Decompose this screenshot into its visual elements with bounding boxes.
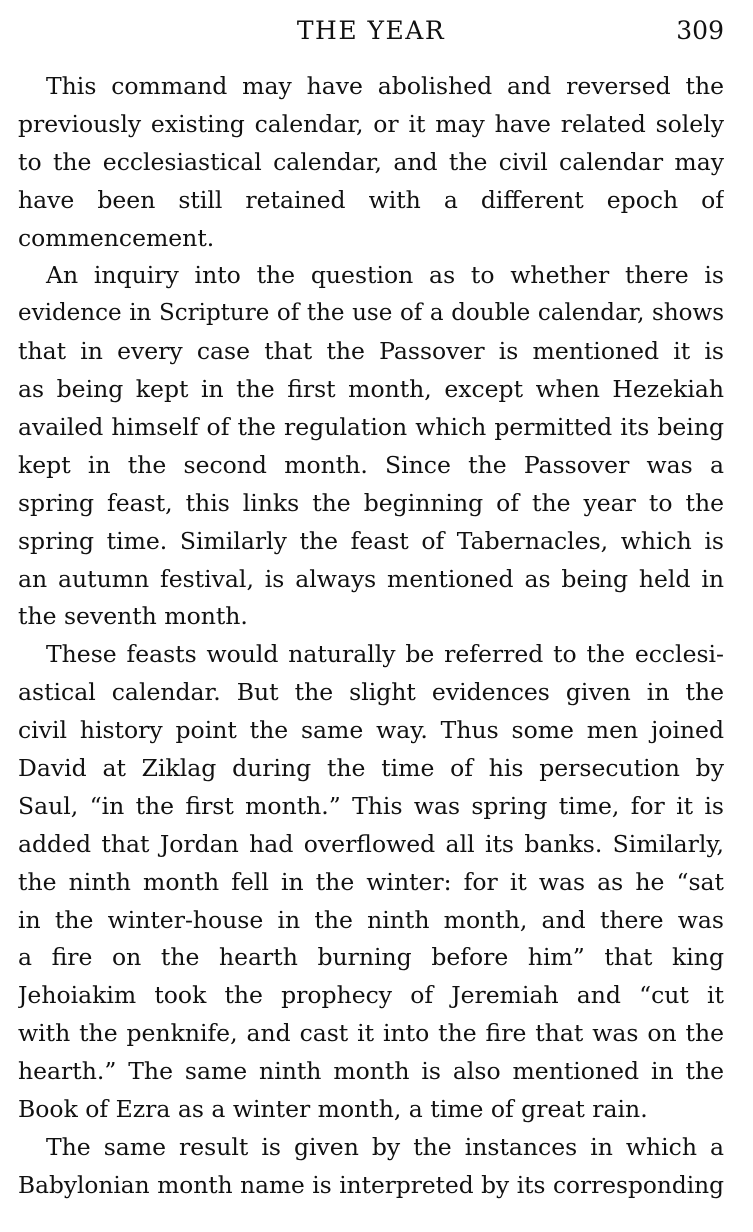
text-line: civil history point the same way. Thus some men joined [18,716,724,745]
text-line: the seventh month. [18,602,248,631]
text-line: have been still retained with a different epoch of [18,185,724,214]
text-line: spring time. Similarly the feast of Tabernacles, which is [18,526,724,555]
text-line: hearth.” The same ninth month is also mentioned in the [18,1057,724,1086]
paragraph-4 [18,1129,724,1205]
text-line: kept in the second month. Since the Passover was a [18,450,724,479]
text-line: a fire on the hearth burning before him” that king [18,943,724,972]
text-line: This command may have abolished and reversed the [46,72,724,100]
text-line: astical calendar. But the slight evidences given in the [18,678,724,707]
book-page [18,0,724,1232]
text-line: availed himself of the regulation which permitted its being [18,413,724,442]
text-line: commencement. [18,223,215,252]
text-line: David at Ziklag during the time of his persecution by [18,754,724,783]
text-line: with the penknife, and cast it into the fire that was on the [18,1019,724,1048]
text-line: the ninth month fell in the winter: for it was as he “sat [18,867,724,896]
text-line: an autumn festival, is always mentioned as being held in [18,564,724,593]
text-line: in the winter-house in the ninth month, and there was [18,905,724,934]
text-line: added that Jordan had overflowed all its banks. Similarly, [18,829,724,858]
text-line: An inquiry into the question as to whether there is [46,261,724,290]
body-text [18,68,724,1205]
text-line: evidence in Scripture of the use of a double calendar, shows [18,300,724,327]
paragraph-1 [18,68,724,257]
page-number: 309 [676,16,724,45]
paragraph-2 [18,257,724,636]
running-title: THE YEAR [296,16,446,45]
text-line: Babylonian month name is interpreted by its corresponding [18,1171,724,1199]
text-line: previously existing calendar, or it may have related solely [18,109,724,138]
text-line: Saul, “in the first month.” This was spring time, for it is [18,791,724,820]
text-line: Book of Ezra as a winter month, a time of great rain. [18,1095,648,1124]
page-header [18,12,724,52]
text-line: These feasts would naturally be referred to the ecclesi- [46,640,724,669]
paragraph-3 [18,636,724,1129]
text-line: Jehoiakim took the prophecy of Jeremiah and “cut it [18,981,724,1010]
text-line: that in every case that the Passover is mentioned it is [18,337,724,366]
text-line: The same result is given by the instances in which a [46,1132,724,1161]
text-line: to the ecclesiastical calendar, and the civil calendar may [18,147,724,176]
text-line: as being kept in the first month, except when Hezekiah [18,375,724,404]
text-line: spring feast, this links the beginning of the year to the [18,488,724,517]
